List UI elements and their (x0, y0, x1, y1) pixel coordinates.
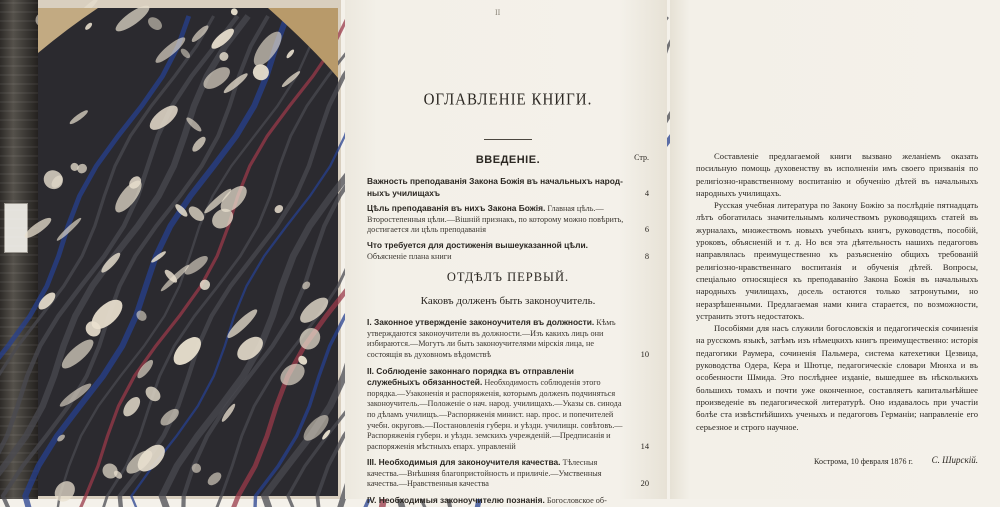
contents-page (345, 0, 667, 506)
toc-entry-title: Что требуется для достиженія вышеуказанной цѣли. (367, 239, 588, 250)
toc-entry-title: III. Необходимыя для законоучителя качества. (367, 457, 561, 468)
toc-entry-description: Кѣмъ утверждаются законоучители въ должности.—Изъ какихъ лицъ они избираются.—Могутъ ли быть законоучителями мірскія лица, не состоящія въ духовномъ вѣдомствѣ (367, 318, 616, 359)
toc-entry (367, 366, 649, 453)
toc-entry (367, 457, 649, 490)
toc-entry-description: Тѣлесныя качества.—Внѣшняя благопристойность и приличіе.—Умственныя качества.—Нравственныя качества (367, 458, 602, 489)
marbled-board (38, 8, 338, 496)
toc-entry-description: Главная цѣль.—Второстепенныя цѣли.—Вішній признакъ, по которому можно повѣрить, достигается ли цѣль преподаванія (367, 204, 624, 235)
heading-rule (484, 139, 532, 140)
toc-entry (367, 495, 649, 507)
toc-entry-page: 4 (644, 188, 649, 198)
page-mark: II (495, 8, 501, 17)
toc-entry-title: I. Законное утвержденіе законоучителя въ должности. (367, 317, 595, 328)
toc-entry-page: 8 (644, 251, 649, 261)
part-title: ОТДѢЛЪ ПЕРВЫЙ. (446, 270, 570, 285)
part-subtitle: Каковъ долженъ быть законоучитель. (420, 295, 596, 308)
date-line: Кострома, 10 февраля 1876 г. (814, 456, 913, 466)
toc-entry-description: Объясненіе плана книги (367, 251, 452, 261)
toc-entry-page: 14 (640, 441, 649, 451)
toc-entry-description: Необходимость соблюденія этого порядка.—Узаконенія и распоряженія, которымъ долженъ подчиняться законоучитель.—Положеніе о нач. народ. училищахъ.—Указы св. синода по дѣламъ училищъ.—Распоряженія минист. нар. прос. и попечителей учебн. округовъ.—Постановленія губерн. и уѣздн. училищн. совѣтовъ.—Распоряженія губерн. и уѣздн. земскихъ учрежденій.—Предписанія и распоряженія мѣстныхъ епарх. управленій (367, 378, 623, 451)
toc-entry-title: Цѣль преподаванія въ нихъ Закона Божія. (367, 203, 546, 214)
page-column-label: Стр. (634, 153, 649, 162)
book-cover (0, 0, 341, 499)
marbled-pattern (38, 8, 338, 496)
toc-entry (367, 317, 649, 360)
toc-entry (367, 176, 649, 199)
toc-entry-page: 20 (640, 479, 649, 489)
spine-label (4, 203, 28, 253)
preface-page (670, 0, 1000, 499)
contents-heading: ОГЛАВЛЕНІЕ КНИГИ. (423, 90, 593, 110)
toc-entry-description: Богословское об- (546, 496, 607, 506)
intro-entries (367, 176, 649, 262)
toc-entry-page: 10 (640, 349, 649, 359)
preface-paragraph: Составленіе предлагаемой книги вызвано желаніемъ оказать посильную помощь духовенству въ исполненіи имъ своего призванія по религіозно-нравственному воспитанію и обученію дѣтей въ начальныхъ народныхъ училищахъ. (696, 151, 978, 198)
toc-entry-page: 6 (644, 225, 649, 235)
preface-paragraph: Русская учебная литература по Закону Божію за послѣдніе пятнадцать лѣтъ обогатилась значительнымъ количествомъ руководящихъ статей въ журналахъ, множествомъ новыхъ учебныхъ книгъ, руководствъ, пособій, уроковъ, объясненій и т. д. Но вся эта дѣятельность нашихъ педагоговъ направлялась преимущественно къ разъясненію общихъ требованій религіозно-нравственнаго воспитанія и обученія дѣтей. Вопросы, спеціально относящіеся къ преподаванію Закона Божія въ начальныхъ народныхъ училищахъ, досель остаются только затронутыми, но неразрѣшенными. Предлагаемая нами книга старается, по возможности, устранить этотъ недостатокъ. (696, 200, 978, 321)
part-entries (367, 317, 649, 507)
signature-block (696, 455, 978, 469)
toc-entry (367, 240, 649, 262)
intro-title: ВВЕДЕНІЕ. (475, 154, 541, 166)
author-signature: С. Ширскій. (931, 454, 978, 465)
toc-entry-title: IV. Необходимыя законоучителю познанія. (367, 495, 545, 506)
toc-entry-title: II. Соблюденіе законнаго порядка въ отправленіи служебныхъ обязанностей. (367, 365, 574, 388)
toc-entry (367, 203, 649, 236)
toc-entry-title: Важность преподаванія Закона Божія въ начальныхъ народ-ныхъ училищахъ (367, 176, 623, 198)
preface-paragraph: Пособіями для насъ служили богословскія и педагогическія сочиненія на русскомъ языкѣ, затѣмъ изъ нѣмецкихъ книгъ преимущественно: исторія педагогики Раумера, сочиненія Пальмера, система катехетики Цезвица, руководства Одера, Кера и Шютце, педагогическіе словари Мюнха и въ особенности Шмида. Это послѣднее изданіе, вышедшее въ нѣсколькихъ большихъ томахъ и почти уже оконченное, составляетъ капитальнѣйшее произведеніе въ педагогической литературѣ. Оно издавалось при участіи болѣе ста извѣстнѣйшихъ ученыхъ и педагоговъ Германіи; направленіе его серьезное и строго научное. (696, 323, 978, 432)
